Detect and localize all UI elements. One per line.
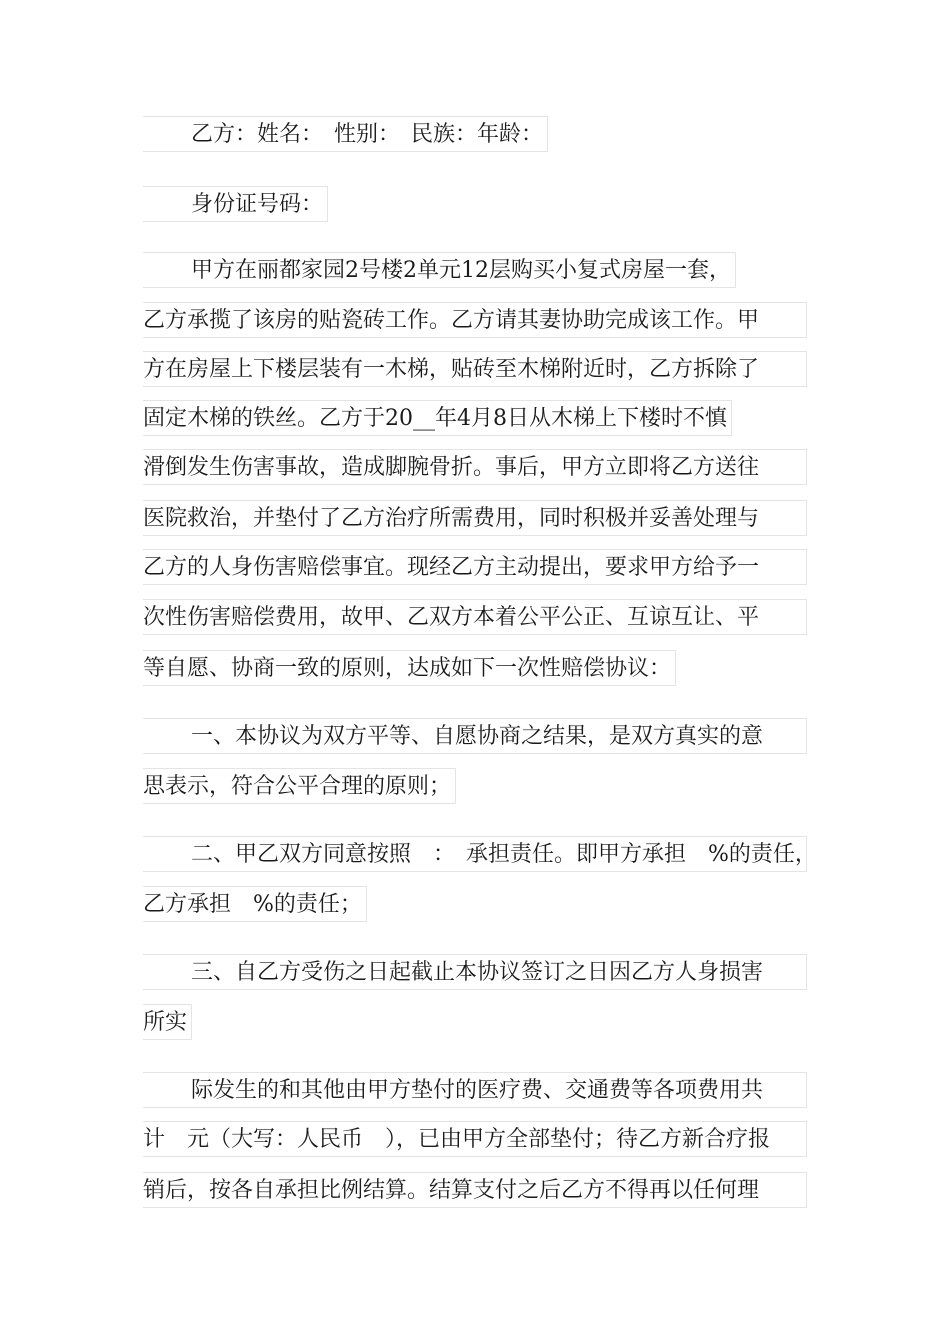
incident-line-9: 等自愿、协商一致的原则，达成如下一次性赔偿协议： [143, 650, 676, 686]
clause-3-line-2: 所实 [143, 1004, 192, 1040]
incident-line-8: 次性伤害赔偿费用，故甲、乙双方本着公平公正、互谅互让、平 [143, 599, 807, 635]
incident-line-4: 固定木梯的铁丝。乙方于20__年4月8日从木梯上下楼时不慎 [143, 400, 732, 436]
incident-line-2: 乙方承揽了该房的贴瓷砖工作。乙方请其妻协助完成该工作。甲 [143, 302, 807, 338]
clause-1-line-2: 思表示，符合公平合理的原则； [143, 768, 456, 804]
clause-2-line-2: 乙方承担 %的责任； [143, 886, 367, 922]
clause-3-line-1: 三、自乙方受伤之日起截止本协议签订之日因乙方人身损害 [143, 954, 807, 990]
clause-2-line-1: 二、甲乙双方同意按照 ： 承担责任。即甲方承担 %的责任， [143, 836, 807, 872]
incident-line-1: 甲方在丽都家园2号楼2单元12层购买小复式房屋一套， [143, 252, 736, 288]
incident-line-3: 方在房屋上下楼层装有一木梯，贴砖至木梯附近时，乙方拆除了 [143, 351, 807, 387]
party-b-id-line: 身份证号码： [143, 186, 328, 222]
clause-3b-line-3: 销后，按各自承担比例结算。结算支付之后乙方不得再以任何理 [143, 1172, 807, 1208]
clause-3b-line-1: 际发生的和其他由甲方垫付的医疗费、交通费等各项费用共 [143, 1072, 807, 1108]
incident-line-5: 滑倒发生伤害事故，造成脚腕骨折。事后，甲方立即将乙方送往 [143, 449, 807, 485]
party-b-info-line: 乙方：姓名： 性别： 民族：年龄： [143, 116, 548, 152]
incident-line-6: 医院救治，并垫付了乙方治疗所需费用，同时积极并妥善处理与 [143, 500, 807, 536]
incident-line-7: 乙方的人身伤害赔偿事宜。现经乙方主动提出，要求甲方给予一 [143, 549, 807, 585]
clause-1-line-1: 一、本协议为双方平等、自愿协商之结果，是双方真实的意 [143, 718, 807, 754]
clause-3b-line-2: 计 元（大写：人民币 ），已由甲方全部垫付；待乙方新合疗报 [143, 1121, 807, 1157]
